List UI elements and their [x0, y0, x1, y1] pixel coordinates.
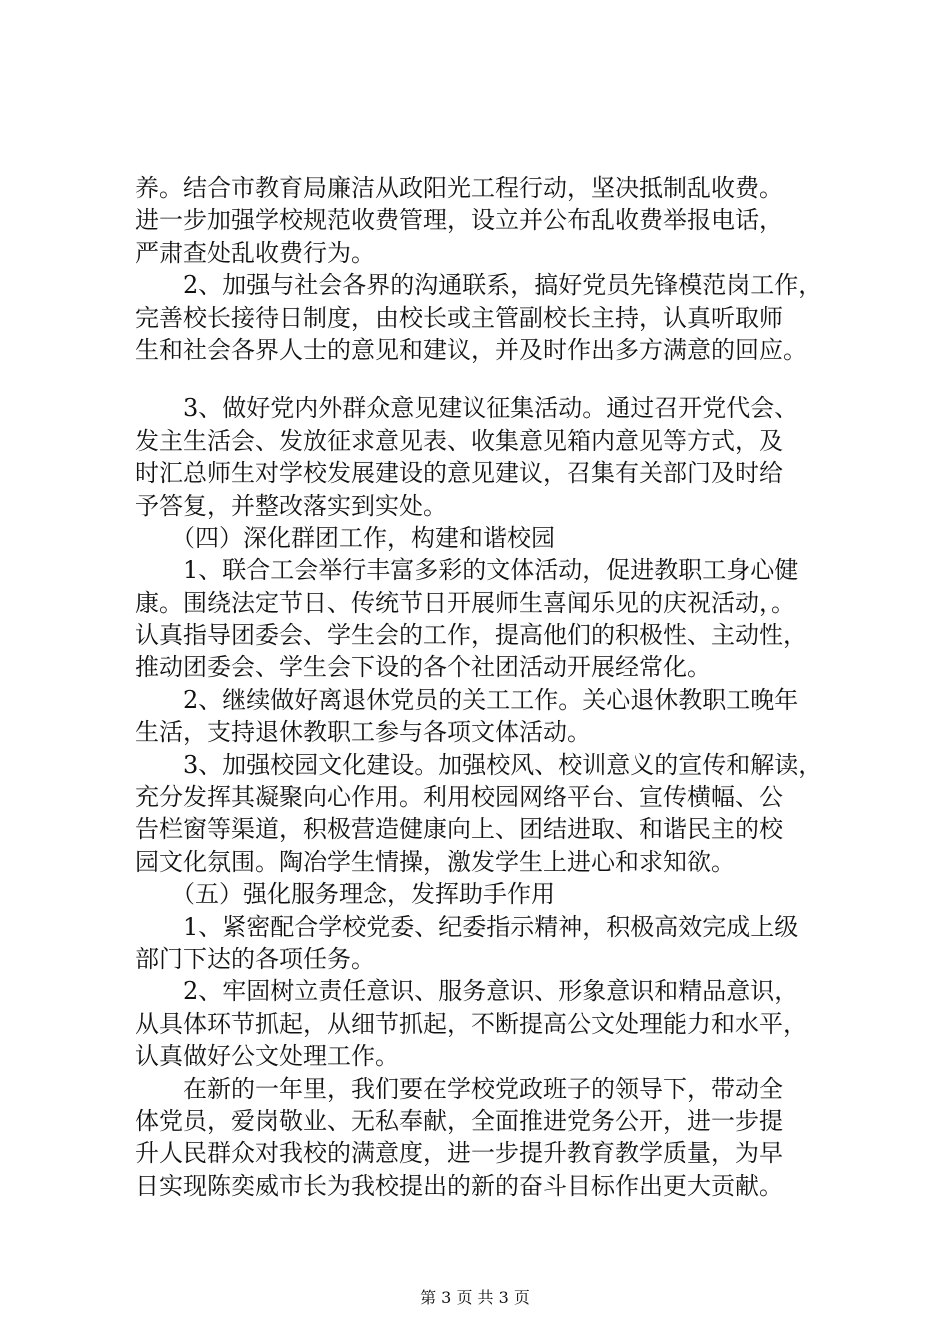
- text-line: 升人民群众对我校的满意度，进一步提升教育教学质量，为早: [135, 1139, 783, 1168]
- text-line: 推动团委会、学生会下设的各个社团活动开展经常化。: [135, 653, 711, 682]
- text-line: 严肃查处乱收费行为。: [135, 238, 375, 267]
- text-line: 生活，支持退休教职工参与各项文体活动。: [135, 718, 591, 747]
- text-line: 充分发挥其凝聚向心作用。利用校园网络平台、宣传横幅、公: [135, 783, 783, 812]
- blank-line: [135, 366, 825, 392]
- text-line: 进一步加强学校规范收费管理，设立并公布乱收费举报电话，: [135, 206, 783, 235]
- text-line: 1、紧密配合学校党委、纪委指示精神，积极高效完成上级: [135, 912, 799, 941]
- text-line: 日实现陈奕威市长为我校提出的新的奋斗目标作出更大贡献。: [135, 1171, 783, 1200]
- text-line: 发主生活会、发放征求意见表、收集意见箱内意见等方式，及: [135, 426, 783, 455]
- text-line: 认真做好公文处理工作。: [135, 1042, 399, 1071]
- text-line: 2、牢固树立责任意识、服务意识、形象意识和精品意识，: [135, 977, 799, 1006]
- text-line: 部门下达的各项任务。: [135, 944, 375, 973]
- text-line: 体党员，爱岗敬业、无私奉献，全面推进党务公开，进一步提: [135, 1106, 783, 1135]
- section-heading: （五）强化服务理念，发挥助手作用: [135, 880, 555, 909]
- page-number-footer: 第 3 页 共 3 页: [420, 1288, 530, 1307]
- text-line: 予答复，并整改落实到实处。: [135, 491, 447, 520]
- text-line: 2、加强与社会各界的沟通联系，搞好党员先锋模范岗工作，: [135, 271, 823, 300]
- text-line: 生和社会各界人士的意见和建议，并及时作出多方满意的回应。: [135, 335, 807, 364]
- text-line: 告栏窗等渠道，积极营造健康向上、团结进取、和谐民主的校: [135, 815, 783, 844]
- text-line: 园文化氛围。陶冶学生情操，激发学生上进心和求知欲。: [135, 847, 735, 876]
- text-line: 3、做好党内外群众意见建议征集活动。通过召开党代会、: [135, 394, 799, 423]
- text-line: 认真指导团委会、学生会的工作，提高他们的积极性、主动性，: [135, 621, 807, 650]
- text-line: 2、继续做好离退休党员的关工工作。关心退休教职工晚年: [135, 685, 799, 714]
- text-line: 3、加强校园文化建设。加强校风、校训意义的宣传和解读，: [135, 750, 823, 779]
- text-line: 康。围绕法定节日、传统节日开展师生喜闻乐见的庆祝活动，。: [135, 588, 795, 617]
- section-heading: （四）深化群团工作，构建和谐校园: [135, 523, 555, 552]
- text-line: 从具体环节抓起，从细节抓起，不断提高公文处理能力和水平，: [135, 1009, 807, 1038]
- text-line: 1、联合工会举行丰富多彩的文体活动，促进教职工身心健: [135, 556, 799, 585]
- text-line: 养。结合市教育局廉洁从政阳光工程行动，坚决抵制乱收费。: [135, 174, 783, 202]
- text-line: 时汇总师生对学校发展建设的意见建议，召集有关部门及时给: [135, 459, 783, 488]
- text-line: 完善校长接待日制度，由校长或主管副校长主持，认真听取师: [135, 303, 783, 332]
- text-line: 在新的一年里，我们要在学校党政班子的领导下，带动全: [135, 1074, 783, 1103]
- body-text: [135, 172, 825, 1202]
